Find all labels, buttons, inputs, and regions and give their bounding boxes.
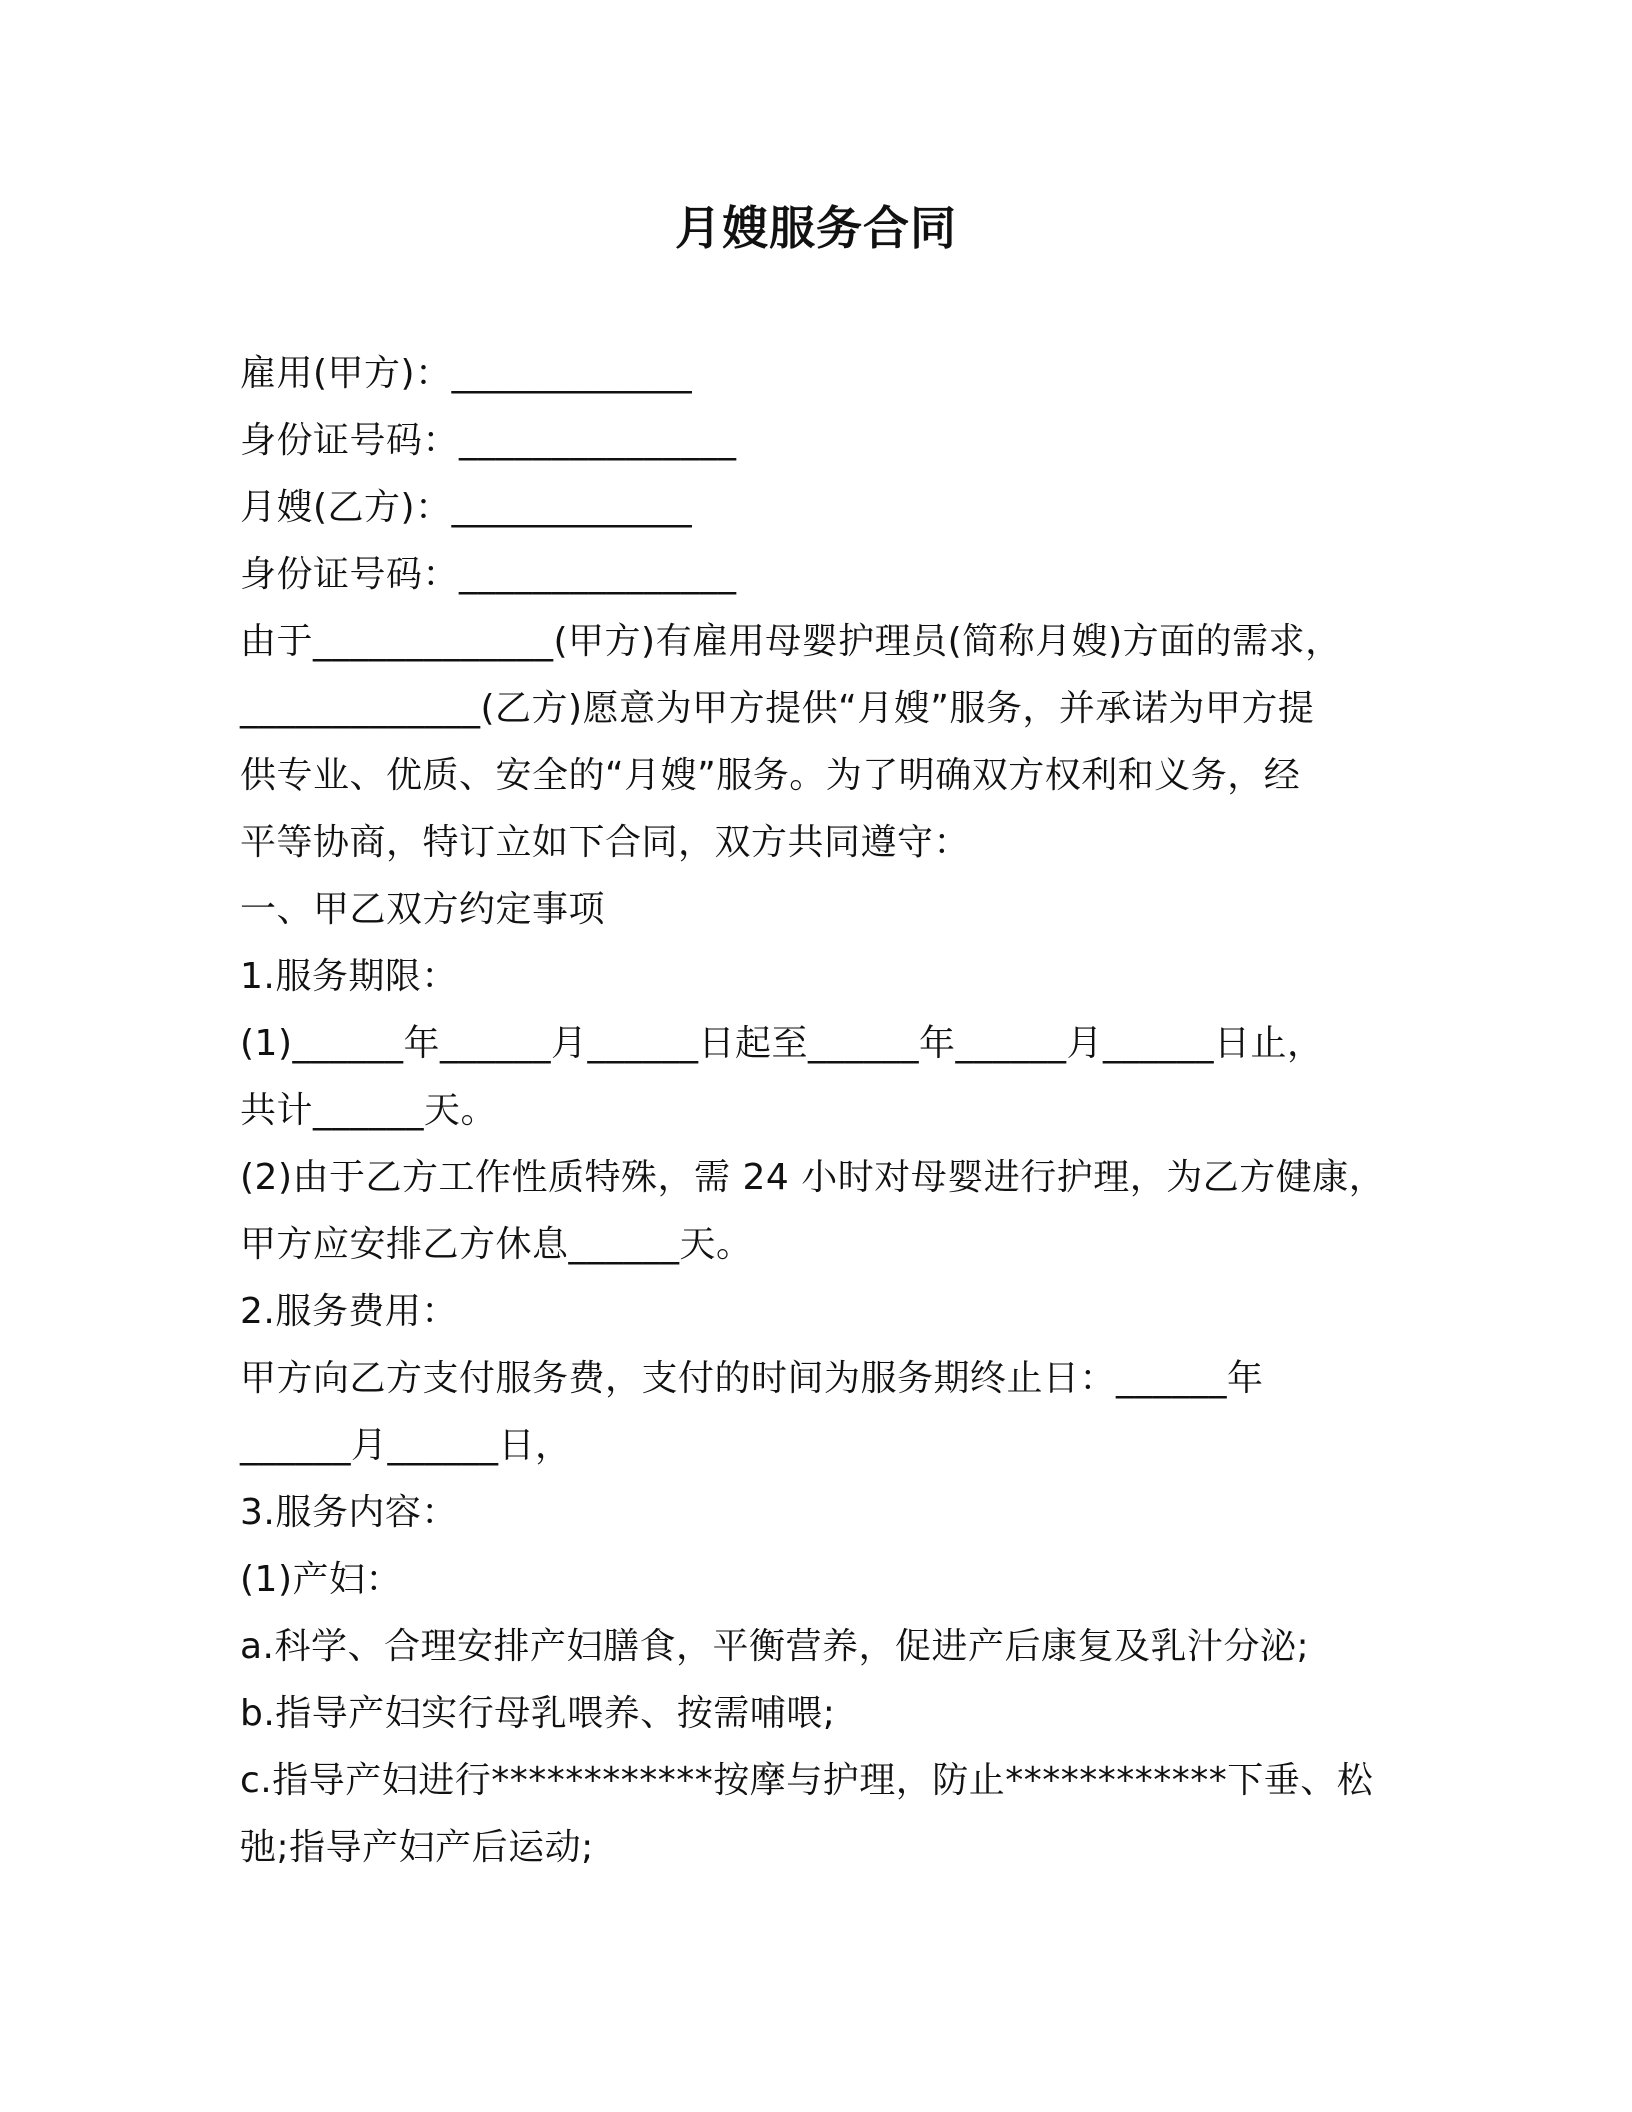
party-a-line: 雇用(甲方)：_____________	[240, 353, 693, 394]
clause-text: (1)______年______月______日起至______年______月______日止，	[240, 1023, 1324, 1064]
clause-text: (2)由于乙方工作性质特殊，需 24 小时对母婴进行护理，为乙方健康，	[240, 1157, 1386, 1198]
document-body	[240, 340, 1400, 1881]
clause-text: ______月______日，	[240, 1425, 572, 1466]
clause-heading: 3.服务内容：	[240, 1492, 458, 1533]
clause-text: 共计______天。	[240, 1090, 498, 1131]
party-b-id-line: 身份证号码：_______________	[240, 554, 737, 595]
clause-subheading: (1)产妇：	[240, 1559, 402, 1600]
list-item: c.指导产妇进行************按摩与护理，防止************下垂、松	[240, 1760, 1374, 1801]
list-item: b.指导产妇实行母乳喂养、按需哺喂;	[240, 1693, 836, 1734]
party-a-id-line: 身份证号码：_______________	[240, 420, 737, 461]
document-title: 月嫂服务合同	[675, 201, 957, 255]
clause-heading: 1.服务期限：	[240, 956, 458, 997]
preamble-line: 供专业、优质、安全的“月嫂”服务。为了明确双方权利和义务，经	[240, 755, 1301, 796]
list-item: a.科学、合理安排产妇膳食，平衡营养，促进产后康复及乳汁分泌;	[240, 1626, 1310, 1667]
clause-text: 甲方向乙方支付服务费，支付的时间为服务期终止日：______年	[240, 1358, 1264, 1399]
preamble-line: _____________(乙方)愿意为甲方提供“月嫂”服务，并承诺为甲方提	[240, 688, 1315, 729]
clause-heading: 2.服务费用：	[240, 1291, 458, 1332]
preamble-line: 平等协商，特订立如下合同，双方共同遵守：	[240, 822, 971, 863]
section-heading: 一、甲乙双方约定事项	[240, 889, 606, 930]
list-item: 弛;指导产妇产后运动;	[240, 1827, 594, 1868]
party-b-line: 月嫂(乙方)：_____________	[240, 487, 693, 528]
preamble-line: 由于_____________(甲方)有雇用母婴护理员(简称月嫂)方面的需求，	[240, 621, 1342, 662]
clause-text: 甲方应安排乙方休息______天。	[240, 1224, 753, 1265]
